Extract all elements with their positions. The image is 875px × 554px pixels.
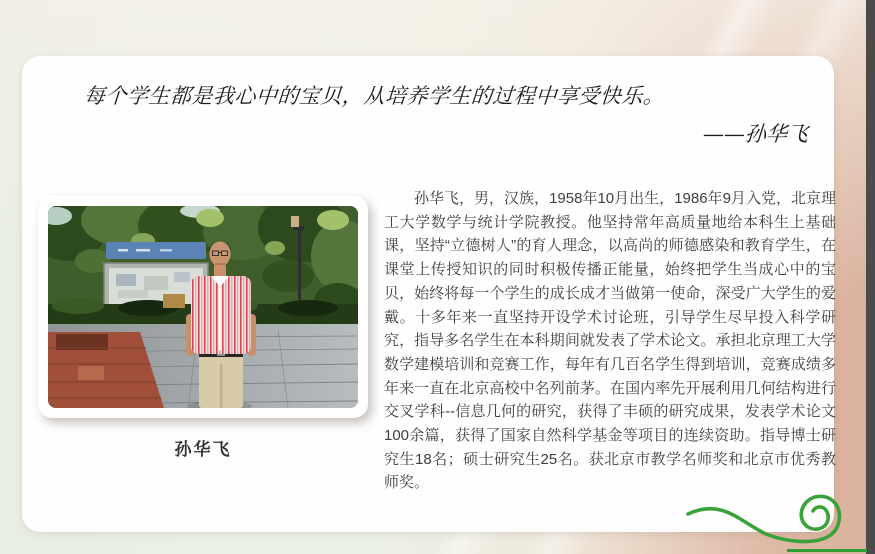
photo-caption: 孙华飞 (174, 440, 232, 459)
profile-card (22, 56, 834, 532)
page-edge-strip (866, 0, 875, 554)
accent-line (787, 549, 867, 552)
campus-photo-illustration (48, 206, 358, 408)
photo-frame (38, 196, 368, 418)
quote-attribution: ——孙华飞 (702, 122, 809, 146)
flourish-icon (678, 492, 873, 554)
bio-paragraph: 孙华飞，男，汉族，1958年10月出生，1986年9月入党，北京理工大学数学与统计学院教授。他坚持常年高质量地给本科生上基础课，坚持“立德树人”的育人理念，以高尚的师德感染和教育学生，在课堂上传授知识的同时积极传播正能量，始终把学生当成心中的宝贝，始终将每一个学生的成长成才当做第一使命，深受广大学生的爱戴。十多年来一直坚持开设学术讨论班，引导学生尽早投入科学研究，指导多名学生在本科期间就发表了学术论文。承担北京理工大学数学建模培训和竞赛工作，每年有几百名学生得到培训，竞赛成绩多年来一直在北京高校中名列前茅。在国内率先开展利用几何结构进行交叉学科--信息几何的研究，获得了丰硕的研究成果，发表学术论文100余篇，获得了国家自然科学基金等项目的连续资助。指导博士研究生18名；硕士研究生25名。获北京市教学名师奖和北京市优秀教师奖。 (384, 190, 836, 492)
photo-bench (163, 294, 185, 308)
professor-photo (48, 206, 358, 408)
quote-text: 每个学生都是我心中的宝贝，从培养学生的过程中享受快乐。 (83, 84, 666, 108)
